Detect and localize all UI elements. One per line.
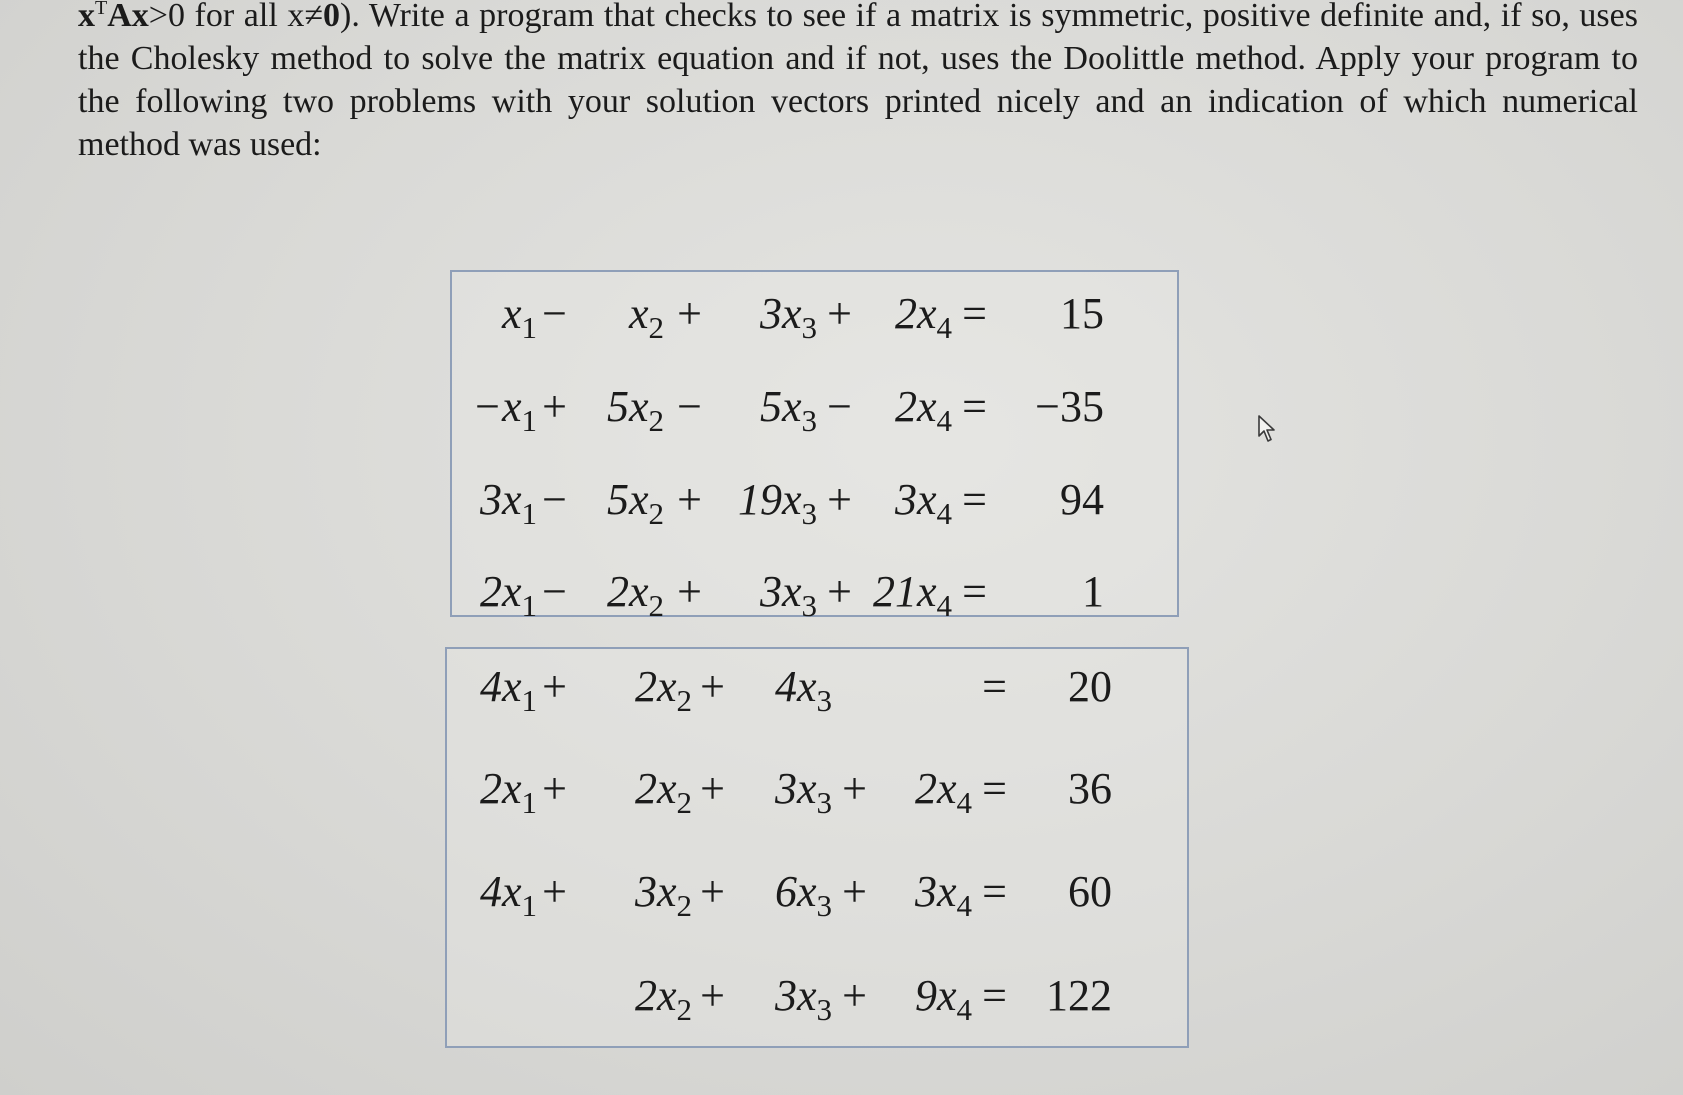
xT-bold: x (78, 0, 95, 34)
Ax-bold: Ax (107, 0, 149, 34)
operator-2: + (700, 971, 725, 1020)
term-x4-coef: 9x (914, 971, 957, 1020)
right-hand-side: 94 (1060, 475, 1104, 524)
term-x1-coef: −x (472, 382, 522, 431)
system1-row-3 (452, 470, 1177, 530)
term-x3-coef: 6x (774, 867, 817, 916)
equals-sign: = (962, 382, 987, 431)
term-x4-subscript: 4 (956, 992, 972, 1027)
term-x1-coef: x (501, 289, 522, 338)
equals-sign: = (962, 289, 987, 338)
term-x3-coef: 3x (774, 764, 817, 813)
equation-system-2 (445, 647, 1189, 1048)
term-x4 (915, 966, 972, 1040)
term-x4 (873, 562, 952, 636)
term-x3-subscript: 3 (801, 310, 817, 345)
term-x1-coef: 4x (479, 867, 522, 916)
term-x2-coef: 2x (634, 764, 677, 813)
operator-2: + (677, 475, 702, 524)
term-x2-coef: x (628, 289, 649, 338)
term-x1 (480, 657, 537, 731)
term-x3 (775, 966, 832, 1040)
term-x3-subscript: 3 (816, 785, 832, 820)
problem-text: ). Write a program that checks to see if a matrix is symmetric, positive definite and, if so, uses the Cholesky method to solve the matrix equation and if not, uses the Doolittle method. Apply your program to the following two problems with your solution vectors printed nicely and an indication of which numerical method was used: (78, 0, 1638, 163)
operator-3: − (827, 382, 852, 431)
term-x4-coef: 3x (894, 475, 937, 524)
term-x1-subscript: 1 (521, 683, 537, 718)
term-x3-coef: 3x (774, 971, 817, 1020)
mouse-pointer-icon (1257, 414, 1279, 444)
term-x2 (607, 377, 664, 451)
condition-text: >0 for all x (148, 0, 305, 34)
term-x3 (738, 470, 817, 544)
operator-1: − (542, 567, 567, 616)
zero-vector: 0 (323, 0, 341, 34)
term-x3-subscript: 3 (816, 683, 832, 718)
term-x1-subscript: 1 (521, 310, 537, 345)
term-x2 (635, 657, 692, 731)
term-x3-coef: 3x (759, 289, 802, 338)
term-x4-coef: 2x (914, 764, 957, 813)
term-x3-subscript: 3 (801, 496, 817, 531)
term-x4-coef: 21x (872, 567, 937, 616)
system2-row-1 (447, 657, 1187, 717)
term-x4-subscript: 4 (956, 785, 972, 820)
term-x2-coef: 5x (606, 382, 649, 431)
term-x2-coef: 3x (634, 867, 677, 916)
term-x4 (895, 284, 952, 358)
term-x3 (760, 377, 817, 451)
operator-2: + (677, 289, 702, 338)
term-x2-subscript: 2 (648, 496, 664, 531)
term-x2-subscript: 2 (676, 888, 692, 923)
operator-2: − (677, 382, 702, 431)
equals-sign: = (962, 475, 987, 524)
term-x4 (895, 470, 952, 544)
term-x4-coef: 2x (894, 382, 937, 431)
term-x3-coef: 19x (737, 475, 802, 524)
right-hand-side: 15 (1060, 289, 1104, 338)
operator-2: + (700, 662, 725, 711)
operator-3: + (842, 867, 867, 916)
term-x2-coef: 2x (634, 971, 677, 1020)
term-x1 (480, 470, 537, 544)
term-x2 (635, 759, 692, 833)
term-x1 (480, 862, 537, 936)
term-x3 (775, 759, 832, 833)
term-x2 (635, 966, 692, 1040)
term-x2-subscript: 2 (648, 403, 664, 438)
system2-row-2 (447, 759, 1187, 819)
term-x1 (480, 562, 537, 636)
term-x2 (629, 284, 664, 358)
term-x1-coef: 4x (479, 662, 522, 711)
operator-3: + (842, 971, 867, 1020)
term-x1-subscript: 1 (521, 403, 537, 438)
right-hand-side: 36 (1068, 764, 1112, 813)
term-x1-coef: 3x (479, 475, 522, 524)
operator-1: + (542, 867, 567, 916)
term-x2 (607, 470, 664, 544)
term-x2-subscript: 2 (676, 683, 692, 718)
term-x3 (760, 284, 817, 358)
term-x4-coef: 2x (894, 289, 937, 338)
operator-3: + (827, 289, 852, 338)
equals-sign: = (982, 662, 1007, 711)
term-x1 (472, 377, 537, 451)
operator-3: + (827, 567, 852, 616)
not-equal-sign: ≠ (304, 0, 324, 34)
operator-1: + (542, 382, 567, 431)
equation-system-1 (450, 270, 1179, 623)
term-x3 (775, 657, 832, 731)
term-x3 (760, 562, 817, 636)
term-x2-subscript: 2 (676, 785, 692, 820)
operator-3: + (827, 475, 852, 524)
term-x4-subscript: 4 (936, 403, 952, 438)
term-x1 (480, 759, 537, 833)
term-x1-coef: 2x (479, 567, 522, 616)
term-x1-subscript: 1 (521, 785, 537, 820)
operator-2: + (677, 567, 702, 616)
term-x3-subscript: 3 (801, 403, 817, 438)
transpose-sup: T (95, 0, 108, 19)
term-x3-coef: 4x (774, 662, 817, 711)
problem-paragraph (78, 0, 1638, 166)
right-hand-side: 1 (1082, 567, 1104, 616)
term-x1-subscript: 1 (521, 888, 537, 923)
term-x3-coef: 3x (759, 567, 802, 616)
term-x2-coef: 5x (606, 475, 649, 524)
operator-2: + (700, 764, 725, 813)
term-x2-coef: 2x (634, 662, 677, 711)
equals-sign: = (982, 867, 1007, 916)
term-x3-coef: 5x (759, 382, 802, 431)
term-x3-subscript: 3 (816, 888, 832, 923)
operator-1: + (542, 764, 567, 813)
term-x2 (607, 562, 664, 636)
term-x4 (915, 759, 972, 833)
term-x2-subscript: 2 (648, 588, 664, 623)
term-x1-subscript: 1 (521, 496, 537, 531)
term-x4-subscript: 4 (956, 888, 972, 923)
term-x2 (635, 862, 692, 936)
right-hand-side: 20 (1068, 662, 1112, 711)
system1-row-1 (452, 284, 1177, 344)
system1-row-4 (452, 562, 1177, 622)
term-x3-subscript: 3 (816, 992, 832, 1027)
right-hand-side: −35 (1035, 382, 1104, 431)
operator-1: − (542, 475, 567, 524)
operator-1: + (542, 662, 567, 711)
term-x1-subscript: 1 (521, 588, 537, 623)
term-x3-subscript: 3 (801, 588, 817, 623)
problem-statement (78, 0, 1638, 166)
term-x1 (502, 284, 537, 358)
term-x3 (775, 862, 832, 936)
term-x4-subscript: 4 (936, 310, 952, 345)
equals-sign: = (962, 567, 987, 616)
system2-row-3 (447, 862, 1187, 922)
right-hand-side: 60 (1068, 867, 1112, 916)
term-x4-coef: 3x (914, 867, 957, 916)
term-x4-subscript: 4 (936, 588, 952, 623)
term-x2-coef: 2x (606, 567, 649, 616)
term-x4 (915, 862, 972, 936)
term-x2-subscript: 2 (676, 992, 692, 1027)
right-hand-side: 122 (1046, 971, 1112, 1020)
system1-row-2 (452, 377, 1177, 437)
operator-1: − (542, 289, 567, 338)
operator-2: + (700, 867, 725, 916)
equals-sign: = (982, 971, 1007, 1020)
operator-3: + (842, 764, 867, 813)
term-x2-subscript: 2 (648, 310, 664, 345)
term-x4 (895, 377, 952, 451)
equals-sign: = (982, 764, 1007, 813)
term-x1-coef: 2x (479, 764, 522, 813)
system2-row-4 (447, 966, 1187, 1026)
term-x4-subscript: 4 (936, 496, 952, 531)
